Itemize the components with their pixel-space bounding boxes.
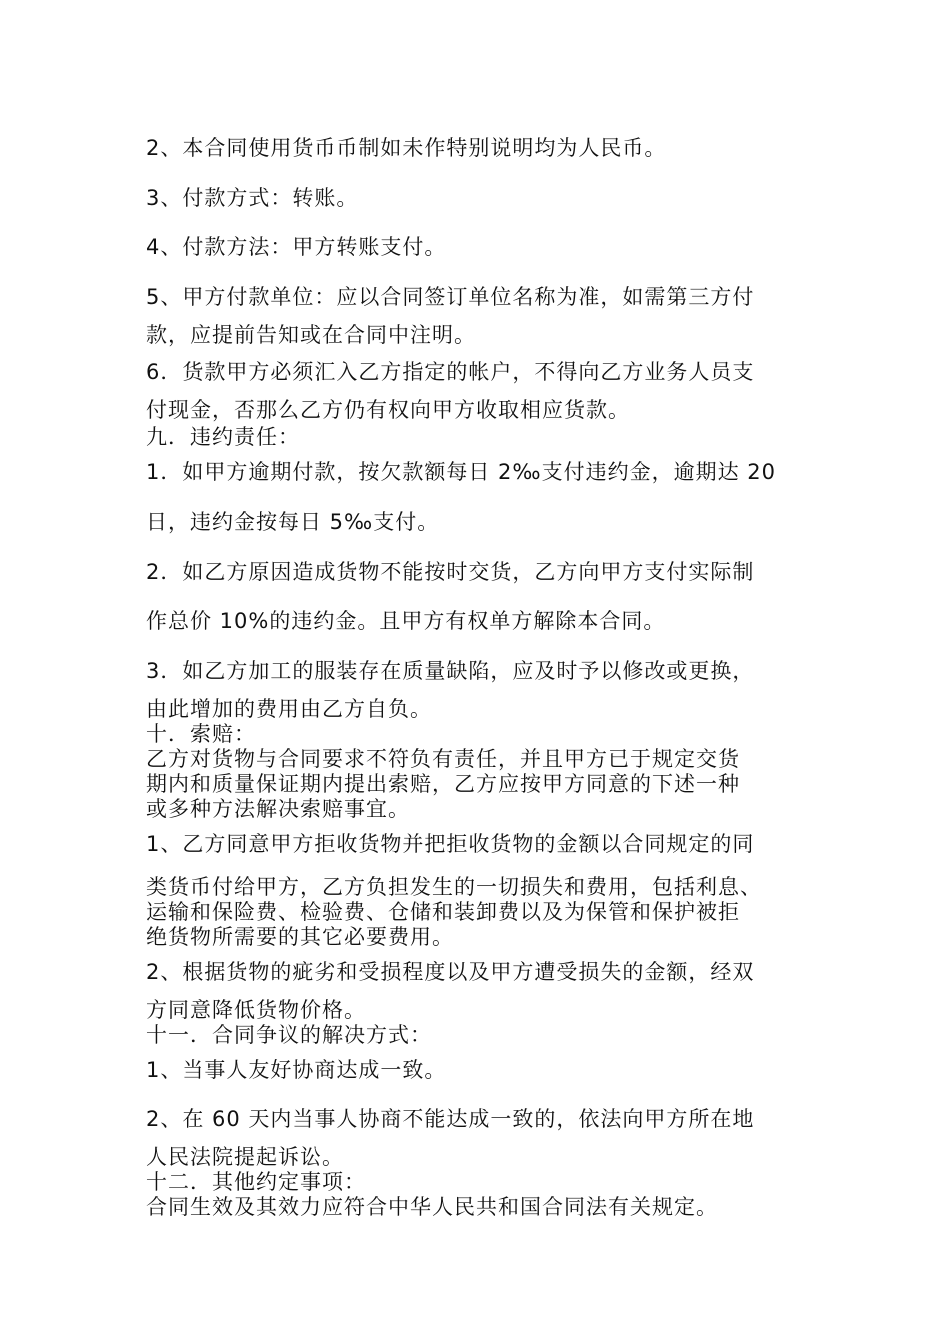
text-line: 或多种方法解决索赔事宜。 (146, 797, 410, 821)
text-line: 3、付款方式：转账。 (146, 186, 359, 210)
text-line: 付现金，否那么乙方仍有权向甲方收取相应货款。 (146, 398, 630, 422)
text-line: 2、根据货物的疵劣和受损程度以及甲方遭受损失的金额，经双 (146, 960, 755, 984)
section-heading: 十一．合同争议的解决方式： (146, 1023, 432, 1047)
text-line: 由此增加的费用由乙方自负。 (146, 697, 432, 721)
text-line: 2、在 60 天内当事人协商不能达成一致的，依法向甲方所在地 (146, 1107, 755, 1131)
text-line: 作总价 10%的违约金。且甲方有权单方解除本合同。 (146, 609, 666, 633)
text-line: 2、本合同使用货币币制如未作特别说明均为人民币。 (146, 136, 667, 160)
text-line: 款，应提前告知或在合同中注明。 (146, 323, 476, 347)
section-heading: 九．违约责任： (146, 425, 300, 449)
text-line: 1．如甲方逾期付款，按欠款额每日 2‰支付违约金，逾期达 20 (146, 460, 776, 484)
text-line: 2．如乙方原因造成货物不能按时交货，乙方向甲方支付实际制 (146, 560, 755, 584)
text-line: 方同意降低货物价格。 (146, 998, 366, 1022)
text-line: 4、付款方法：甲方转账支付。 (146, 235, 447, 259)
text-line: 3．如乙方加工的服装存在质量缺陷，应及时予以修改或更换， (146, 659, 755, 683)
text-line: 类货币付给甲方，乙方负担发生的一切损失和费用，包括利息、 (146, 875, 762, 899)
text-line: 人民法院提起诉讼。 (146, 1145, 344, 1169)
section-heading: 十．索赔： (146, 722, 256, 746)
text-line: 5、甲方付款单位：应以合同签订单位名称为准，如需第三方付 (146, 285, 755, 309)
text-line: 1、乙方同意甲方拒收货物并把拒收货物的金额以合同规定的同 (146, 832, 755, 856)
text-line: 期内和质量保证期内提出索赔，乙方应按甲方同意的下述一种 (146, 772, 740, 796)
text-line: 绝货物所需要的其它必要费用。 (146, 925, 454, 949)
text-line: 乙方对货物与合同要求不符负有责任，并且甲方已于规定交货 (146, 747, 740, 771)
text-line: 合同生效及其效力应符合中华人民共和国合同法有关规定。 (146, 1195, 718, 1219)
text-line: 运输和保险费、检验费、仓储和装卸费以及为保管和保护被拒 (146, 900, 740, 924)
text-line: 1、当事人友好协商达成一致。 (146, 1058, 447, 1082)
text-line: 6．货款甲方必须汇入乙方指定的帐户，不得向乙方业务人员支 (146, 360, 755, 384)
section-heading: 十二．其他约定事项： (146, 1170, 366, 1194)
text-line: 日，违约金按每日 5‰支付。 (146, 510, 440, 534)
